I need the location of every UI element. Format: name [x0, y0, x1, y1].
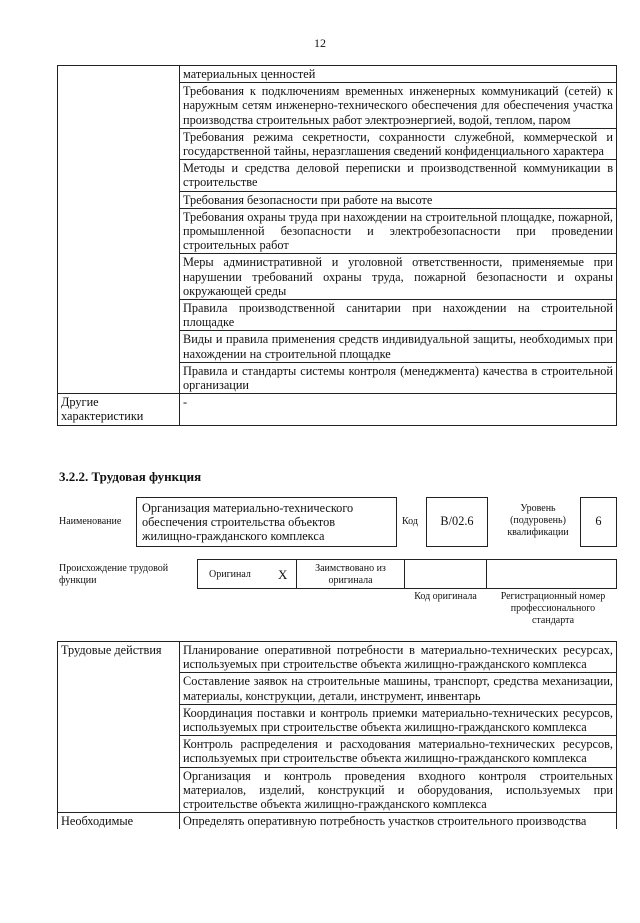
table-cell: Требования безопасности при работе на высоте [180, 191, 617, 208]
table-row [58, 642, 617, 673]
table-cell: Составление заявок на строительные машины, транспорт, средства механизации, материалы, конструкции, детали, инструмент, инвентарь [180, 673, 617, 704]
original-label: Оригинал [209, 569, 251, 580]
table-cell: Правила производственной санитарии при нахождении на строительной площадке [180, 300, 617, 331]
table-cell: Контроль распределения и расходования материально-технических ресурсов, используемых при строительстве объекта жилищно-гражданского комплекса [180, 736, 617, 767]
function-code-box: В/02.6 [426, 497, 488, 547]
table-cell: Планирование оперативной потребности в материально-технических ресурсах, используемых при строительстве объекта жилищно-гражданского комплекса [180, 642, 617, 673]
borrowed-cell: Заимствовано из оригинала [296, 559, 405, 589]
code-original-cell [404, 559, 487, 589]
table-cell: материальных ценностей [180, 66, 617, 83]
table-cell: Правила и стандарты системы контроля (менеджмента) качества в строительной организации [180, 362, 617, 393]
empty-label-cell [58, 66, 180, 394]
page-number: 12 [314, 36, 326, 50]
table-cell: Требования режима секретности, сохранности служебной, коммерческой и государственной тайны, неразглашения сведений конфиденциального характера [180, 128, 617, 159]
function-level-box: 6 [580, 497, 617, 547]
section-title: 3.2.2. Трудовая функция [59, 469, 202, 484]
level-label: Уровень (подуровень) квалификации [507, 503, 569, 538]
original-mark: X [278, 567, 288, 582]
function-name-box: Организация материально-технического обеспечения строительства объектов жилищно-гражданского комплекса [136, 497, 397, 547]
knowledge-table [57, 65, 617, 426]
reg-number-label: Регистрационный номер профессионального стандарта [500, 591, 606, 626]
table-cell: Меры административной и уголовной ответственности, применяемые при нарушении требований охраны труда, пожарной безопасности и охраны окружающей среды [180, 254, 617, 300]
other-characteristics-value: - [180, 394, 617, 425]
labor-actions-table [57, 641, 617, 829]
code-label: Код [402, 516, 418, 527]
reg-number-cell [486, 559, 617, 589]
skills-label: Необходимые [58, 813, 180, 830]
table-cell: Определять оперативную потребность участков строительного производства [180, 813, 617, 830]
table-cell: Координация поставки и контроль приемки материально-технических ресурсов, используемых при строительстве объекта жилищно-гражданского комплекса [180, 704, 617, 735]
name-label: Наименование [59, 516, 122, 527]
origin-original-cell [197, 559, 297, 589]
code-original-label: Код оригинала [414, 591, 477, 602]
table-cell: Методы и средства деловой переписки и производственной коммуникации в строительстве [180, 160, 617, 191]
table-cell: Требования охраны труда при нахождении на строительной площадке, пожарной, промышленной безопасности и электробезопасности при проведении строительных работ [180, 208, 617, 254]
table-row [58, 66, 617, 83]
table-cell: Требования к подключениям временных инженерных коммуникаций (сетей) к наружным сетям инженерно-технического обеспечения для обеспечения участка производства строительных работ электроэнергией, водой, теплом, паром [180, 83, 617, 129]
table-cell: Виды и правила применения средств индивидуальной защиты, необходимых при нахождении на строительной площадке [180, 331, 617, 362]
other-characteristics-label: Другие характеристики [58, 394, 180, 425]
table-row [58, 394, 617, 425]
actions-label: Трудовые действия [58, 642, 180, 813]
origin-label: Происхождение трудовой функции [59, 563, 169, 586]
table-row [58, 813, 617, 830]
table-cell: Организация и контроль проведения входного контроля строительных материалов, изделий, конструкций и оборудования, используемых при строительстве объекта жилищно-гражданского комплекса [180, 767, 617, 813]
